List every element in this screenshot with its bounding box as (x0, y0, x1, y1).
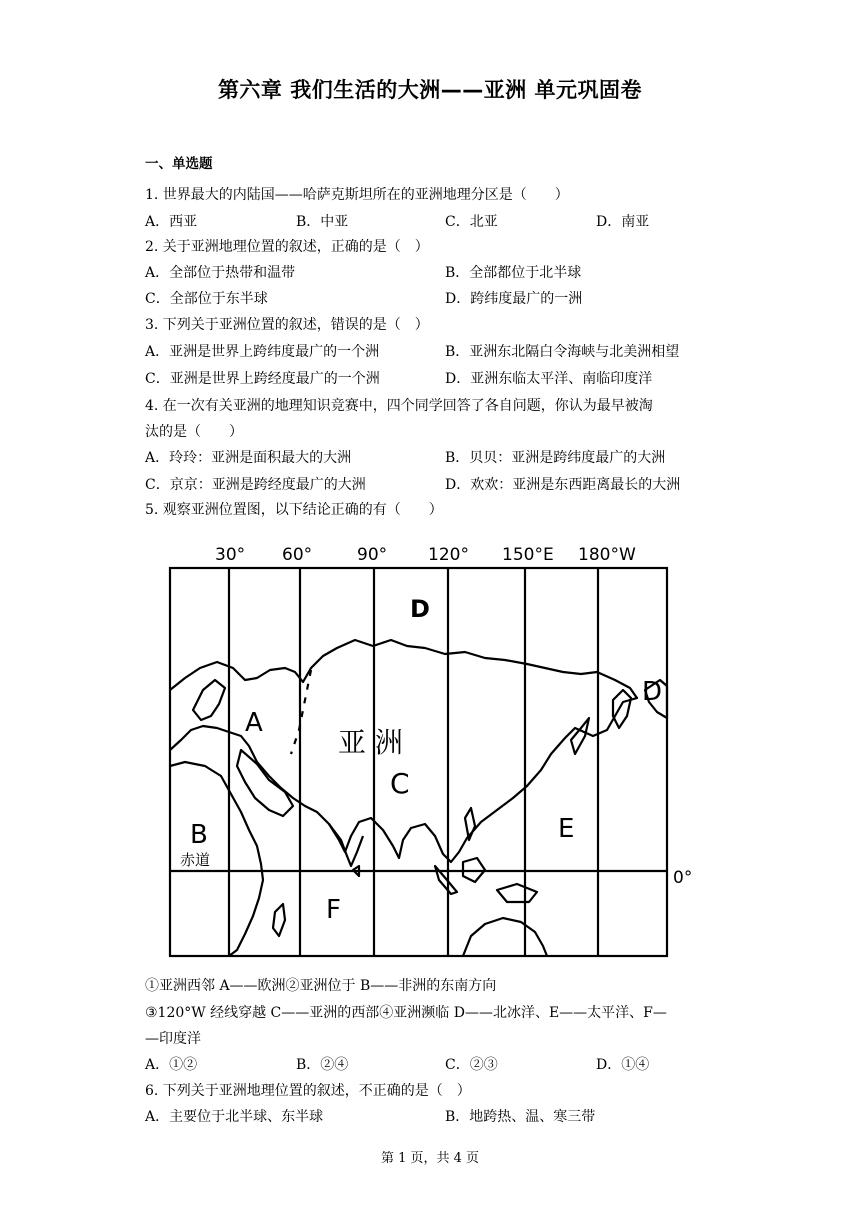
question-4-option-d[interactable]: D．欢欢：亚洲是东西距离最长的大洲 (445, 477, 681, 493)
question-5-statement-2: ③120°W 经线穿越 C——亚洲的西部④亚洲濒临 D——北冰洋、E——太平洋、F— (145, 1005, 667, 1021)
region-label-d-top: D (410, 595, 430, 623)
region-label-c: C (390, 767, 410, 800)
question-2-stem: 2. 关于亚洲地理位置的叙述，正确的是（ ） (145, 239, 429, 255)
question-1-option-d[interactable]: D．南亚 (596, 214, 650, 230)
question-5-option-c[interactable]: C．②③ (445, 1057, 498, 1073)
arabia-coastline (237, 750, 293, 816)
map-frame (170, 568, 667, 956)
page-title: 第六章 我们生活的大洲——亚洲 单元巩固卷 (217, 78, 643, 102)
madagascar-coastline (273, 904, 285, 936)
equator-label: 赤道 (180, 851, 211, 869)
india-coastline (329, 824, 363, 866)
region-label-e: E (558, 814, 575, 844)
question-5-statement-1: ①亚洲西邻 A——欧洲②亚洲位于 B——非洲的东南方向 (145, 978, 497, 994)
region-label-d-right: D (642, 677, 663, 707)
question-3-option-d[interactable]: D．亚洲东临太平洋、南临印度洋 (445, 371, 653, 387)
coastlines (170, 640, 667, 956)
question-2-option-b[interactable]: B．全部都位于北半球 (445, 265, 582, 281)
question-4-stem-line-1: 4. 在一次有关亚洲的地理知识竞赛中，四个同学回答了各自问题，你认为最早被淘 (145, 398, 653, 414)
question-4-option-a[interactable]: A．玲玲：亚洲是面积最大的大洲 (145, 450, 352, 466)
lon-label-90: 90° (357, 545, 388, 565)
japan-coastline (571, 718, 589, 754)
question-2-option-c[interactable]: C．全部位于东半球 (145, 291, 268, 307)
asia-label: 亚 洲 (338, 726, 403, 759)
region-label-b: B (190, 820, 208, 850)
question-4-option-b[interactable]: B．贝贝：亚洲是跨纬度最广的大洲 (445, 450, 666, 466)
lon-label-150e: 150°E (502, 545, 554, 565)
question-3-option-b[interactable]: B．亚洲东北隔白令海峡与北美洲相望 (445, 344, 680, 360)
question-6-stem: 6. 下列关于亚洲地理位置的叙述，不正确的是（ ） (145, 1083, 471, 1099)
philippines-coastline (465, 808, 475, 840)
lon-label-120: 120° (428, 545, 469, 565)
question-4-option-c[interactable]: C．京京：亚洲是跨经度最广的大洲 (145, 477, 366, 493)
question-6-option-a[interactable]: A．主要位于北半球、东半球 (145, 1109, 324, 1125)
section-heading: 一、单选题 (145, 156, 213, 172)
question-3-option-c[interactable]: C．亚洲是世界上跨经度最广的一个洲 (145, 371, 380, 387)
kamchatka-coastline (613, 690, 631, 728)
region-label-f: F (326, 895, 341, 925)
page-footer: 第 1 页，共 4 页 (380, 1151, 480, 1166)
asia-position-map (145, 540, 705, 970)
question-5-option-b[interactable]: B．②④ (296, 1057, 349, 1073)
new-guinea-coastline (497, 884, 537, 902)
question-2-option-d[interactable]: D．跨纬度最广的一洲 (445, 291, 583, 307)
question-3-option-a[interactable]: A．亚洲是世界上跨纬度最广的一个洲 (145, 344, 380, 360)
region-label-a: A (245, 708, 263, 738)
question-5-option-d[interactable]: D．①④ (596, 1057, 650, 1073)
question-1-stem: 1. 世界最大的内陆国——哈萨克斯坦所在的亚洲地理分区是（ ） (145, 187, 569, 203)
question-5-option-a[interactable]: A．①② (145, 1057, 198, 1073)
question-5-stem: 5. 观察亚洲位置图，以下结论正确的有（ ） (145, 502, 443, 518)
zero-latitude-label: 0° (673, 868, 693, 888)
question-1-option-a[interactable]: A．西亚 (145, 214, 198, 230)
scandinavia-coastline (193, 680, 225, 720)
map-grid (170, 568, 667, 956)
lon-label-180w: 180°W (578, 545, 636, 565)
question-4-stem-line-2: 汰的是（ ） (145, 424, 243, 440)
australia-coastline (463, 918, 547, 956)
question-5-statement-3: —印度洋 (145, 1031, 201, 1047)
question-6-option-b[interactable]: B．地跨热、温、寒三带 (445, 1109, 596, 1125)
lon-label-30: 30° (215, 545, 246, 565)
lon-label-60: 60° (282, 545, 313, 565)
question-1-option-b[interactable]: B．中亚 (296, 214, 349, 230)
question-2-option-a[interactable]: A．全部位于热带和温带 (145, 265, 296, 281)
question-1-option-c[interactable]: C．北亚 (445, 214, 498, 230)
question-3-stem: 3. 下列关于亚洲位置的叙述，错误的是（ ） (145, 317, 429, 333)
